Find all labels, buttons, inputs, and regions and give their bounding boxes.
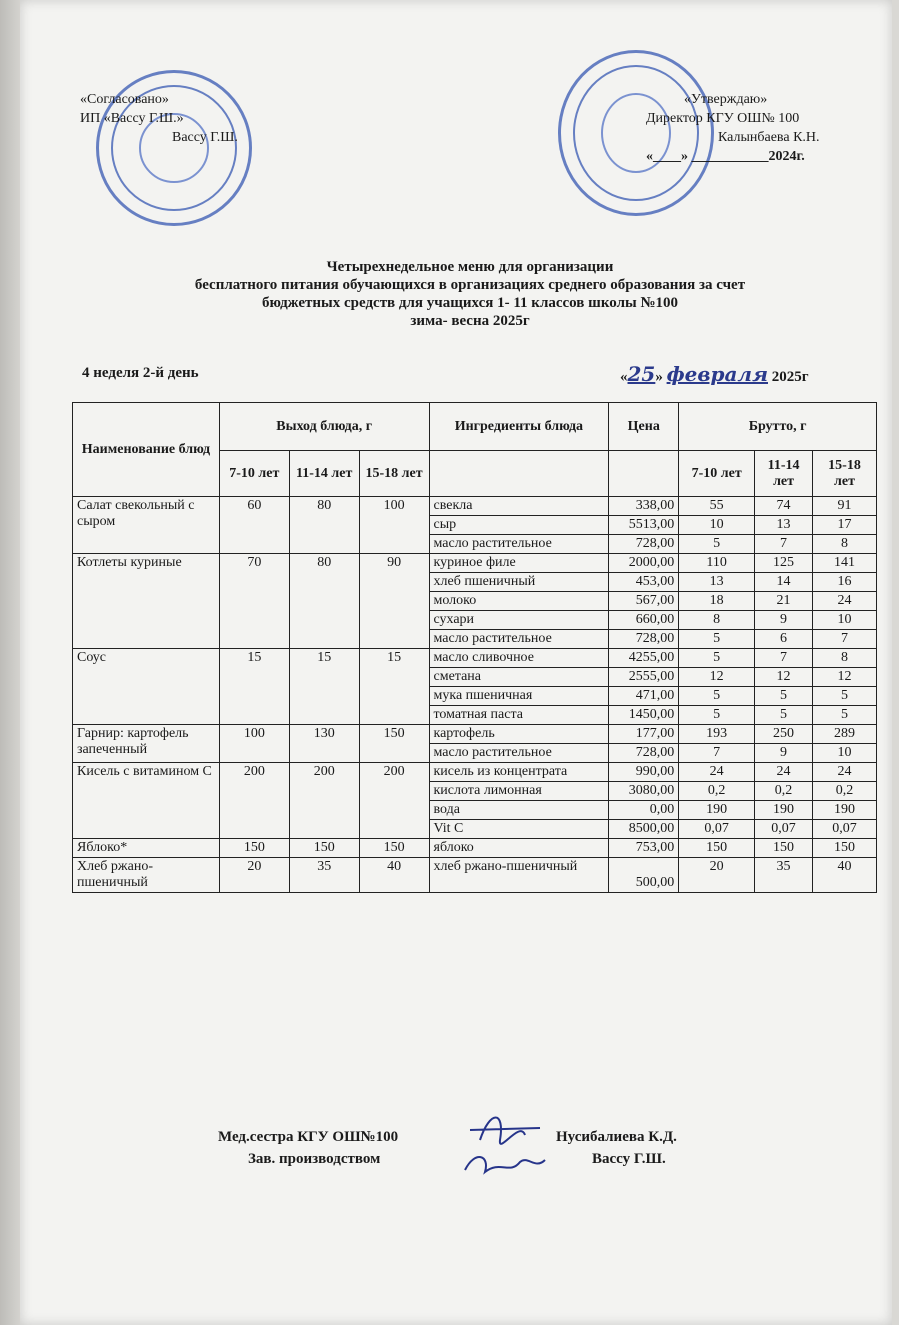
header-out-age2: 11-14 лет bbox=[289, 451, 359, 497]
ingredient-name: Vit C bbox=[429, 820, 609, 839]
ingredient-name: молоко bbox=[429, 592, 609, 611]
menu-table-body bbox=[73, 497, 877, 893]
page-edge-shadow bbox=[0, 0, 20, 1325]
ingredient-price: 1450,00 bbox=[609, 706, 679, 725]
approval-right-line2: Директор КГУ ОШ№ 100 bbox=[646, 111, 800, 126]
gross-age3: 0,2 bbox=[813, 782, 877, 801]
gross-age2: 9 bbox=[755, 744, 813, 763]
document-date bbox=[620, 362, 809, 386]
gross-age2: 7 bbox=[755, 535, 813, 554]
ingredient-price: 567,00 bbox=[609, 592, 679, 611]
ingredient-name: масло растительное bbox=[429, 630, 609, 649]
gross-age3: 141 bbox=[813, 554, 877, 573]
gross-age2: 5 bbox=[755, 687, 813, 706]
gross-age1: 5 bbox=[679, 649, 755, 668]
gross-age3: 24 bbox=[813, 592, 877, 611]
ingredient-name: масло сливочное bbox=[429, 649, 609, 668]
dish-output-age1: 150 bbox=[219, 839, 289, 858]
table-row bbox=[73, 763, 877, 782]
ingredient-name: свекла bbox=[429, 497, 609, 516]
gross-age1: 12 bbox=[679, 668, 755, 687]
ingredient-price: 5513,00 bbox=[609, 516, 679, 535]
approval-block-left bbox=[80, 90, 238, 147]
gross-age2: 74 bbox=[755, 497, 813, 516]
ingredient-name: масло растительное bbox=[429, 744, 609, 763]
dish-name: Яблоко* bbox=[73, 839, 220, 858]
dish-output-age3: 15 bbox=[359, 649, 429, 725]
gross-age1: 5 bbox=[679, 535, 755, 554]
ingredient-name: сметана bbox=[429, 668, 609, 687]
table-row bbox=[73, 554, 877, 573]
gross-age3: 17 bbox=[813, 516, 877, 535]
dish-output-age1: 60 bbox=[219, 497, 289, 554]
approval-left-line2: ИП «Вассу Г.Ш.» bbox=[80, 111, 184, 126]
table-row bbox=[73, 497, 877, 516]
ingredient-price: 453,00 bbox=[609, 573, 679, 592]
header-gross: Брутто, г bbox=[679, 403, 877, 451]
gross-age1: 7 bbox=[679, 744, 755, 763]
footer-left bbox=[218, 1126, 398, 1170]
gross-age2: 5 bbox=[755, 706, 813, 725]
dish-output-age1: 200 bbox=[219, 763, 289, 839]
title-line1: Четырехнедельное меню для организации bbox=[326, 259, 614, 275]
ingredient-name: масло растительное bbox=[429, 535, 609, 554]
approval-right-line1: «Утверждаю» bbox=[684, 92, 768, 107]
date-year: 2025г bbox=[771, 369, 809, 385]
dish-name: Котлеты куриные bbox=[73, 554, 220, 649]
header-out-age3: 15-18 лет bbox=[359, 451, 429, 497]
gross-age3: 8 bbox=[813, 649, 877, 668]
ingredient-name: хлеб ржано-пшеничный bbox=[429, 858, 609, 893]
gross-age2: 9 bbox=[755, 611, 813, 630]
ingredient-name: вода bbox=[429, 801, 609, 820]
title-line2: бесплатного питания обучающихся в организациях среднего образования за счет bbox=[194, 277, 746, 293]
gross-age2: 35 bbox=[755, 858, 813, 893]
footer-nurse: Мед.сестра КГУ ОШ№100 bbox=[218, 1129, 399, 1145]
gross-age3: 150 bbox=[813, 839, 877, 858]
ingredient-price: 990,00 bbox=[609, 763, 679, 782]
dish-output-age2: 200 bbox=[289, 763, 359, 839]
ingredient-price: 338,00 bbox=[609, 497, 679, 516]
gross-age3: 5 bbox=[813, 706, 877, 725]
dish-name: Соус bbox=[73, 649, 220, 725]
gross-age1: 150 bbox=[679, 839, 755, 858]
header-gross-age3: 15-18 лет bbox=[813, 451, 877, 497]
header-gross-age1: 7-10 лет bbox=[679, 451, 755, 497]
ingredient-name: картофель bbox=[429, 725, 609, 744]
ingredient-price: 2555,00 bbox=[609, 668, 679, 687]
gross-age3: 289 bbox=[813, 725, 877, 744]
table-row bbox=[73, 839, 877, 858]
header-output: Выход блюда, г bbox=[219, 403, 429, 451]
gross-age3: 91 bbox=[813, 497, 877, 516]
menu-table bbox=[72, 402, 877, 893]
dish-output-age3: 200 bbox=[359, 763, 429, 839]
week-day-label: 4 неделя 2-й день bbox=[82, 365, 199, 381]
approval-left-line3: Вассу Г.Ш. bbox=[172, 130, 238, 145]
ingredient-name: сыр bbox=[429, 516, 609, 535]
gross-age2: 7 bbox=[755, 649, 813, 668]
dish-output-age3: 100 bbox=[359, 497, 429, 554]
ingredient-price: 471,00 bbox=[609, 687, 679, 706]
dish-output-age1: 15 bbox=[219, 649, 289, 725]
gross-age2: 125 bbox=[755, 554, 813, 573]
approval-block-right bbox=[646, 90, 820, 166]
approval-right-line3: Калынбаева К.Н. bbox=[718, 130, 820, 145]
gross-age1: 5 bbox=[679, 687, 755, 706]
dish-output-age1: 100 bbox=[219, 725, 289, 763]
dish-output-age2: 35 bbox=[289, 858, 359, 893]
dish-name: Хлеб ржано-пшеничный bbox=[73, 858, 220, 893]
ingredient-price: 753,00 bbox=[609, 839, 679, 858]
table-row bbox=[73, 725, 877, 744]
gross-age3: 24 bbox=[813, 763, 877, 782]
ingredient-price: 2000,00 bbox=[609, 554, 679, 573]
footer-production-name: Вассу Г.Ш. bbox=[592, 1151, 666, 1167]
approval-right-line4: «____» ___________2024г. bbox=[646, 149, 805, 164]
dish-output-age3: 150 bbox=[359, 839, 429, 858]
gross-age1: 0,2 bbox=[679, 782, 755, 801]
gross-age1: 13 bbox=[679, 573, 755, 592]
gross-age1: 24 bbox=[679, 763, 755, 782]
ingredient-price: 728,00 bbox=[609, 535, 679, 554]
header-gross-age2: 11-14 лет bbox=[755, 451, 813, 497]
gross-age1: 18 bbox=[679, 592, 755, 611]
title-line4: зима- весна 2025г bbox=[410, 313, 530, 329]
header-out-age1: 7-10 лет bbox=[219, 451, 289, 497]
gross-age3: 7 bbox=[813, 630, 877, 649]
date-open-quote: « bbox=[620, 369, 628, 385]
gross-age1: 0,07 bbox=[679, 820, 755, 839]
ingredient-name: яблоко bbox=[429, 839, 609, 858]
footer-nurse-name: Нусибалиева К.Д. bbox=[556, 1129, 677, 1145]
gross-age3: 12 bbox=[813, 668, 877, 687]
title-line3: бюджетных средств для учащихся 1- 11 классов школы №100 bbox=[261, 295, 679, 311]
gross-age2: 21 bbox=[755, 592, 813, 611]
gross-age1: 5 bbox=[679, 706, 755, 725]
dish-output-age3: 40 bbox=[359, 858, 429, 893]
ingredient-name: мука пшеничная bbox=[429, 687, 609, 706]
table-row bbox=[73, 649, 877, 668]
gross-age3: 10 bbox=[813, 744, 877, 763]
gross-age1: 10 bbox=[679, 516, 755, 535]
gross-age3: 8 bbox=[813, 535, 877, 554]
gross-age2: 0,07 bbox=[755, 820, 813, 839]
footer-right bbox=[556, 1126, 677, 1170]
ingredient-name: хлеб пшеничный bbox=[429, 573, 609, 592]
gross-age2: 250 bbox=[755, 725, 813, 744]
gross-age1: 193 bbox=[679, 725, 755, 744]
ingredient-name: кисель из концентрата bbox=[429, 763, 609, 782]
gross-age1: 190 bbox=[679, 801, 755, 820]
gross-age1: 5 bbox=[679, 630, 755, 649]
header-ingredients-empty bbox=[429, 451, 609, 497]
gross-age3: 16 bbox=[813, 573, 877, 592]
gross-age1: 20 bbox=[679, 858, 755, 893]
ingredient-name: куриное филе bbox=[429, 554, 609, 573]
gross-age2: 12 bbox=[755, 668, 813, 687]
date-month: февраля bbox=[666, 362, 768, 386]
dish-output-age2: 80 bbox=[289, 497, 359, 554]
dish-output-age1: 20 bbox=[219, 858, 289, 893]
dish-output-age2: 15 bbox=[289, 649, 359, 725]
gross-age3: 0,07 bbox=[813, 820, 877, 839]
ingredient-price: 4255,00 bbox=[609, 649, 679, 668]
gross-age2: 24 bbox=[755, 763, 813, 782]
ingredient-price: 728,00 bbox=[609, 744, 679, 763]
footer-production-head: Зав. производством bbox=[248, 1151, 381, 1167]
header-price: Цена bbox=[609, 403, 679, 451]
handwritten-signatures bbox=[450, 1100, 570, 1190]
date-close-quote: » bbox=[655, 369, 663, 385]
gross-age2: 14 bbox=[755, 573, 813, 592]
gross-age2: 150 bbox=[755, 839, 813, 858]
gross-age3: 5 bbox=[813, 687, 877, 706]
gross-age1: 110 bbox=[679, 554, 755, 573]
dish-name: Салат свекольный с сыром bbox=[73, 497, 220, 554]
ingredient-name: сухари bbox=[429, 611, 609, 630]
ingredient-price: 728,00 bbox=[609, 630, 679, 649]
table-row bbox=[73, 858, 877, 893]
header-price-empty bbox=[609, 451, 679, 497]
dish-output-age3: 90 bbox=[359, 554, 429, 649]
dish-name: Гарнир: картофель запеченный bbox=[73, 725, 220, 763]
gross-age2: 190 bbox=[755, 801, 813, 820]
gross-age1: 8 bbox=[679, 611, 755, 630]
ingredient-price: 8500,00 bbox=[609, 820, 679, 839]
document-title bbox=[80, 258, 860, 330]
dish-output-age2: 150 bbox=[289, 839, 359, 858]
dish-output-age2: 80 bbox=[289, 554, 359, 649]
date-day: 25 bbox=[627, 362, 656, 386]
gross-age3: 10 bbox=[813, 611, 877, 630]
gross-age1: 55 bbox=[679, 497, 755, 516]
ingredient-name: томатная паста bbox=[429, 706, 609, 725]
ingredient-price: 500,00 bbox=[609, 858, 679, 893]
gross-age3: 190 bbox=[813, 801, 877, 820]
ingredient-price: 3080,00 bbox=[609, 782, 679, 801]
gross-age2: 0,2 bbox=[755, 782, 813, 801]
header-ingredients: Ингредиенты блюда bbox=[429, 403, 609, 451]
dish-output-age3: 150 bbox=[359, 725, 429, 763]
ingredient-name: кислота лимонная bbox=[429, 782, 609, 801]
gross-age3: 40 bbox=[813, 858, 877, 893]
gross-age2: 6 bbox=[755, 630, 813, 649]
gross-age2: 13 bbox=[755, 516, 813, 535]
approval-left-line1: «Согласовано» bbox=[80, 92, 169, 107]
ingredient-price: 0,00 bbox=[609, 801, 679, 820]
dish-output-age1: 70 bbox=[219, 554, 289, 649]
dish-output-age2: 130 bbox=[289, 725, 359, 763]
header-dish: Наименование блюд bbox=[73, 403, 220, 497]
ingredient-price: 177,00 bbox=[609, 725, 679, 744]
dish-name: Кисель с витамином С bbox=[73, 763, 220, 839]
ingredient-price: 660,00 bbox=[609, 611, 679, 630]
